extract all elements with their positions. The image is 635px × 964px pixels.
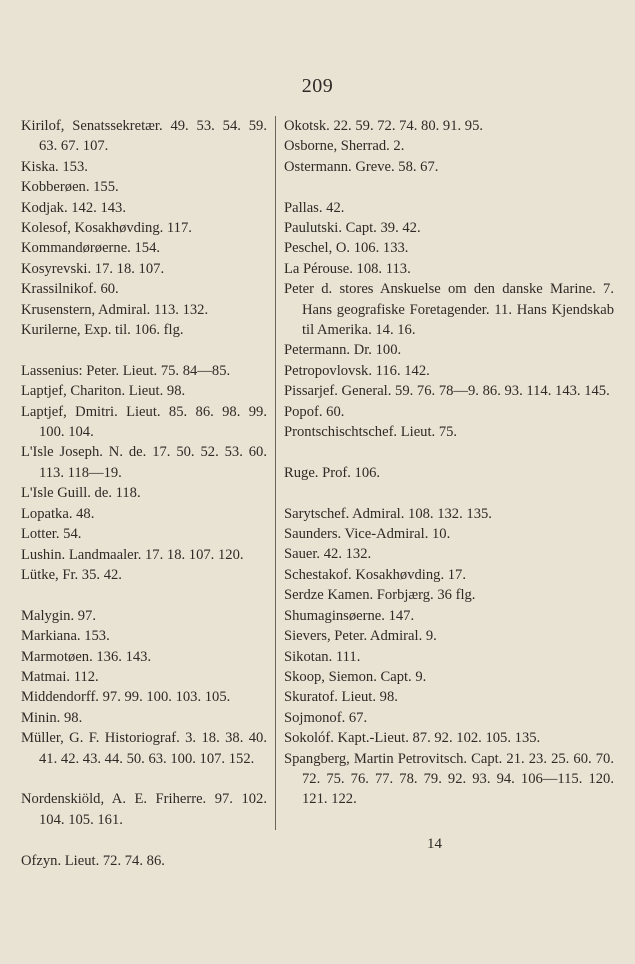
index-entry: Krusenstern, Admiral. 113. 132. <box>21 301 209 318</box>
index-entry: Petermann. Dr. 100. <box>284 342 402 359</box>
index-entry: Kosyrevski. 17. 18. 107. <box>21 260 165 277</box>
letter-group-gap <box>21 830 267 850</box>
index-entry: Ruge. Prof. 106. <box>284 464 381 481</box>
index-entry: Serdze Kamen. Forbjærg. 36 flg. <box>284 587 476 604</box>
index-column-left <box>21 116 267 871</box>
index-entry: Malygin. 97. <box>21 607 96 624</box>
index-entry: Kommandørøerne. 154. <box>21 240 161 257</box>
index-entry: Kodjak. 142. 143. <box>21 199 126 216</box>
index-entry: Matmai. 112. <box>21 668 99 685</box>
index-entry: Marmotøen. 136. 143. <box>21 648 152 665</box>
index-entry: Spangberg, Martin Petrovitsch. Capt. 21. 23. 25. 60. 70. 72. 75. 76. 77. 78. 79. 92. 93. 94. 106—115. 120. 121. 122. <box>284 750 614 808</box>
letter-group-gap <box>284 483 614 503</box>
index-entry: Laptjef, Dmitri. Lieut. 85. 86. 98. 99. 100. 104. <box>21 403 267 441</box>
index-entry: Kobberøen. 155. <box>21 179 119 196</box>
index-entry: Lushin. Landmaaler. 17. 18. 107. 120. <box>21 546 244 563</box>
index-entry: Kirilof, Senatssekretær. 49. 53. 54. 59. 63. 67. 107. <box>21 118 267 155</box>
index-entry: Ostermann. Greve. 58. 67. <box>284 158 439 175</box>
index-entry: Osborne, Sherrad. 2. <box>284 138 405 155</box>
index-entry: Nordenskiöld, A. E. Friherre. 97. 102. 104. 105. 161. <box>21 791 267 828</box>
index-entry: Peschel, O. 106. 133. <box>284 240 409 257</box>
letter-group-gap <box>21 769 267 789</box>
index-entry: Kolesof, Kosakhøvding. 117. <box>21 220 192 237</box>
index-entry: Sauer. 42. 132. <box>284 546 372 563</box>
printer-signature: 14 <box>427 836 442 852</box>
index-entry: Lopatka. 48. <box>21 505 95 522</box>
index-entry: Petropovlovsk. 116. 142. <box>284 362 430 379</box>
letter-group-gap <box>284 177 614 197</box>
index-entry: Kiska. 153. <box>21 158 88 175</box>
index-entry: Paulutski. Capt. 39. 42. <box>284 220 421 237</box>
page-number: 209 <box>301 75 334 97</box>
index-entry: Sarytschef. Admiral. 108. 132. 135. <box>284 505 492 522</box>
index-entry: Skuratof. Lieut. 98. <box>284 689 398 706</box>
letter-group-gap <box>284 442 614 462</box>
index-entry: Okotsk. 22. 59. 72. 74. 80. 91. 95. <box>284 118 484 134</box>
index-entry: Ofzyn. Lieut. 72. 74. 86. <box>21 852 165 869</box>
index-entry: Pissarjef. General. 59. 76. 78—9. 86. 93. 114. 143. 145. <box>284 383 610 400</box>
index-entry: Pallas. 42. <box>284 199 345 216</box>
index-entry: Laptjef, Chariton. Lieut. 98. <box>21 383 186 400</box>
index-entry: Sojmonof. 67. <box>284 709 368 726</box>
index-entry: Lassenius: Peter. Lieut. 75. 84—85. <box>21 362 231 379</box>
index-entry: L'Isle Guill. de. 118. <box>21 485 141 502</box>
index-entry: Minin. 98. <box>21 709 83 726</box>
index-entry: Müller, G. F. Historiograf. 3. 18. 38. 40. 41. 42. 43. 44. 50. 63. 100. 107. 152. <box>21 730 267 767</box>
index-entry: Popof. 60. <box>284 403 345 420</box>
index-entry: Sikotan. 111. <box>284 648 361 665</box>
column-divider <box>275 116 276 830</box>
index-entry: L'Isle Joseph. N. de. 17. 50. 52. 53. 60. 113. 118—19. <box>21 444 267 481</box>
index-entry: Lotter. 54. <box>21 526 82 543</box>
index-entry: Sievers, Peter. Admiral. 9. <box>284 628 437 645</box>
index-entry: Krassilnikof. 60. <box>21 281 119 298</box>
index-column-right <box>284 116 614 810</box>
index-entry: Prontschischtschef. Lieut. 75. <box>284 424 458 441</box>
index-entry: Kurilerne, Exp. til. 106. flg. <box>21 322 184 339</box>
index-entry: Shumaginsøerne. 147. <box>284 607 415 624</box>
index-entry: Markiana. 153. <box>21 628 110 645</box>
index-entry: Schestakof. Kosakhøvding. 17. <box>284 566 466 583</box>
index-entry: Sokolóf. Kapt.-Lieut. 87. 92. 102. 105. 135. <box>284 730 541 747</box>
letter-group-gap <box>21 340 267 360</box>
index-entry: Peter d. stores Anskuelse om den danske Marine. 7. Hans geografiske Foretagender. 11. Hans Kjendskab til Amerika. 14. 16. <box>284 281 614 339</box>
index-entry: Middendorff. 97. 99. 100. 103. 105. <box>21 689 231 706</box>
letter-group-gap <box>21 585 267 605</box>
index-entry: La Pérouse. 108. 113. <box>284 260 411 277</box>
index-entry: Lütke, Fr. 35. 42. <box>21 566 122 583</box>
index-entry: Saunders. Vice-Admiral. 10. <box>284 526 451 543</box>
index-entry: Skoop, Siemon. Capt. 9. <box>284 668 427 685</box>
